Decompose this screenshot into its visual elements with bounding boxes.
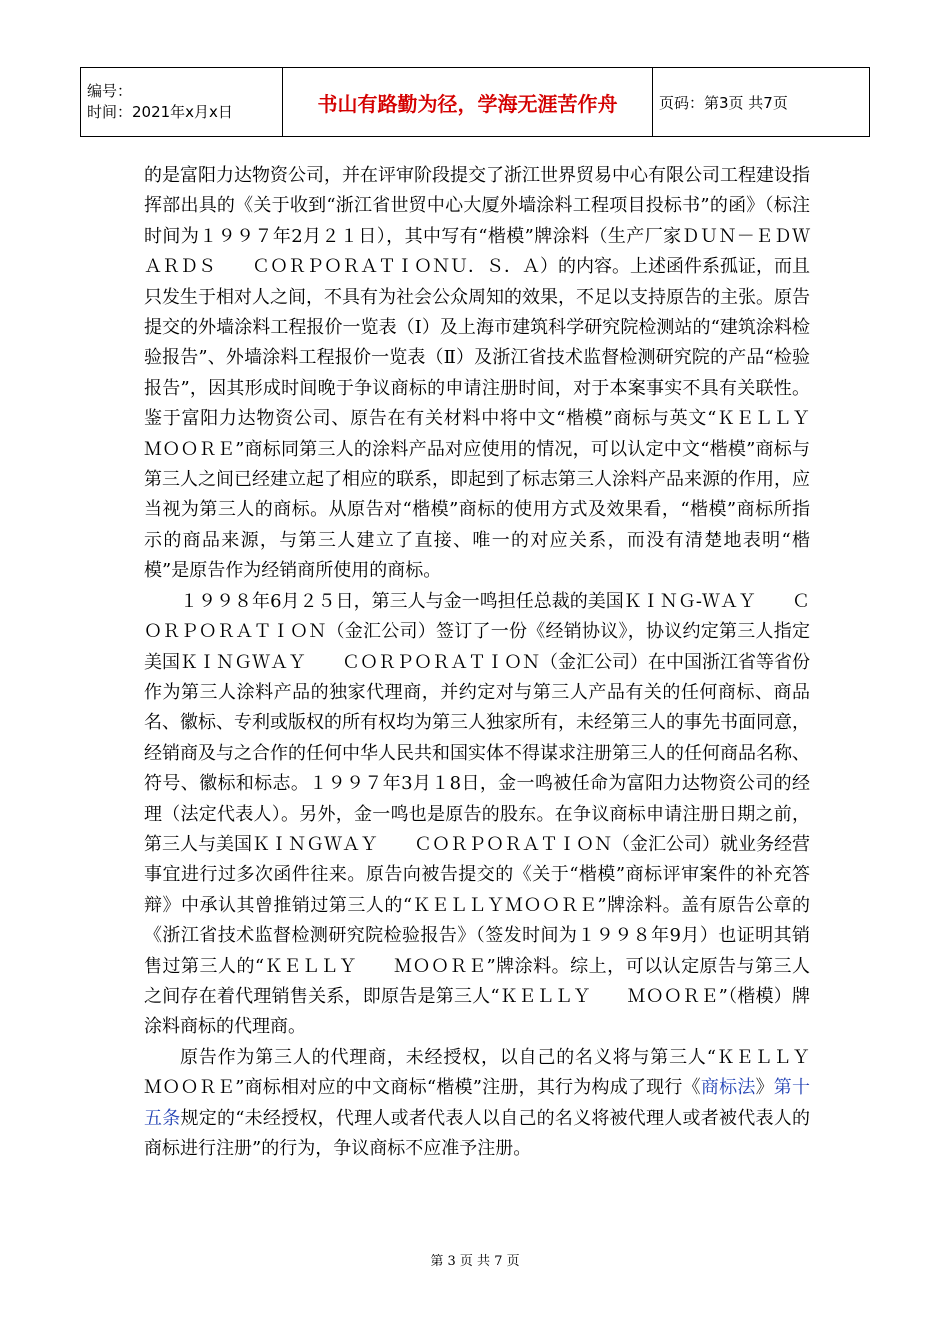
header-page-label: 页码：第3页 共7页 — [653, 68, 870, 137]
document-number-label: 编号： — [87, 82, 133, 100]
header-motto: 书山有路勤为径，学海无涯苦作舟 — [283, 68, 653, 137]
trademark-law-link[interactable]: 商标法 — [700, 1077, 756, 1099]
paragraph-3-text-end: 规定的“未经授权，代理人或者代表人以自己的名义将被代理人或者被代表人的商标进行注册”的行为，争议商标不应准予注册。 — [144, 1107, 811, 1159]
document-body — [144, 161, 846, 1164]
paragraph-3 — [144, 1043, 846, 1165]
page-footer: 第 3 页 共 7 页 — [430, 1254, 520, 1269]
document-time-label: 时间：2021年x月x日 — [87, 103, 233, 121]
header-info-cell — [81, 68, 283, 137]
paragraph-3-text-mid: 》 — [755, 1077, 774, 1099]
article-fifteen-link[interactable]: 第十五条 — [144, 1077, 811, 1129]
paragraph-2: １９９８年6月２５日，第三人与金一鸣担任总裁的美国ＫＩＮＧ-ＷＡＹ ＣＯＲＰＯＲＡＴＩＯＮ（金汇公司）签订了一份《经销协议》，协议约定第三人指定美国ＫＩＮＧＷＡＹ ＣＯＲＰＯＲＡＴＩＯＮ（金汇公司）在中国浙江省等省份作为第三人涂料产品的独家代理商，并约定对与第三人产品有关的任何商标、商品名、徽标、专利或版权的所有权均为第三人独家所有，未经第三人的事先书面同意，经销商及与之合作的任何中华人民共和国实体不得谋求注册第三人的任何商品名称、符号、徽标和标志。１９９７年3月１8日，金一鸣被任命为富阳力达物资公司的经理（法定代表人）。另外，金一鸣也是原告的股东。在争议商标申请注册日期之前，第三人与美国ＫＩＮＧＷＡＹ ＣＯＲＰＯＲＡＴＩＯＮ（金汇公司）就业务经营事宜进行过多次函件往来。原告向被告提交的《关于“楷模”商标评审案件的补充答辩》中承认其曾推销过第三人的“ＫＥＬＬＹＭＯＯＲＥ”牌涂料。盖有原告公章的《浙江省技术监督检测研究院检验报告》（签发时间为１９９８年9月）也证明其销售过第三人的“ＫＥＬＬＹ ＭＯＯＲＥ”牌涂料。综上，可以认定原告与第三人之间存在着代理销售关系，即原告是第三人“ＫＥＬＬＹ ＭＯＯＲＥ”（楷模）牌涂料商标的代理商。 — [144, 590, 810, 1038]
paragraph-3-text-start: 原告作为第三人的代理商，未经授权，以自己的名义将与第三人“ＫＥＬＬＹ ＭＯＯＲＥ”商标相对应的中文商标“楷模”注册，其行为构成了现行《 — [144, 1046, 846, 1099]
header-table — [80, 67, 870, 137]
paragraph-1: 的是富阳力达物资公司，并在评审阶段提交了浙江世界贸易中心有限公司工程建设指挥部出具的《关于收到“浙江省世贸中心大厦外墙涂料工程项目投标书”的函》（标注时间为１９９７年2月２１日），其中写有“楷模”牌涂料（生产厂家ＤＵＮ－ＥＤＷＡＲＤＳ ＣＯＲＰＯＲＡＴＩＯＮＵ．Ｓ．Ａ）的内容。上述函件系孤证，而且只发生于相对人之间，不具有为社会公众周知的效果，不足以支持原告的主张。原告提交的外墙涂料工程报价一览表（Ⅰ）及上海市建筑科学研究院检测站的“建筑涂料检验报告”、外墙涂料工程报价一览表（Ⅱ）及浙江省技术监督检测研究院的产品“检验报告”，因其形成时间晚于争议商标的申请注册时间，对于本案事实不具有关联性。鉴于富阳力达物资公司、原告在有关材料中将中文“楷模”商标与英文“ＫＥＬＬＹ ＭＯＯＲＥ”商标同第三人的涂料产品对应使用的情况，可以认定中文“楷模”商标与第三人之间已经建立起了相应的联系，即起到了标志第三人涂料产品来源的作用，应当视为第三人的商标。从原告对“楷模”商标的使用方式及效果看，“楷模”商标所指示的商品来源，与第三人建立了直接、唯一的对应关系，而没有清楚地表明“楷模”是原告作为经销商所使用的商标。 — [144, 165, 828, 582]
